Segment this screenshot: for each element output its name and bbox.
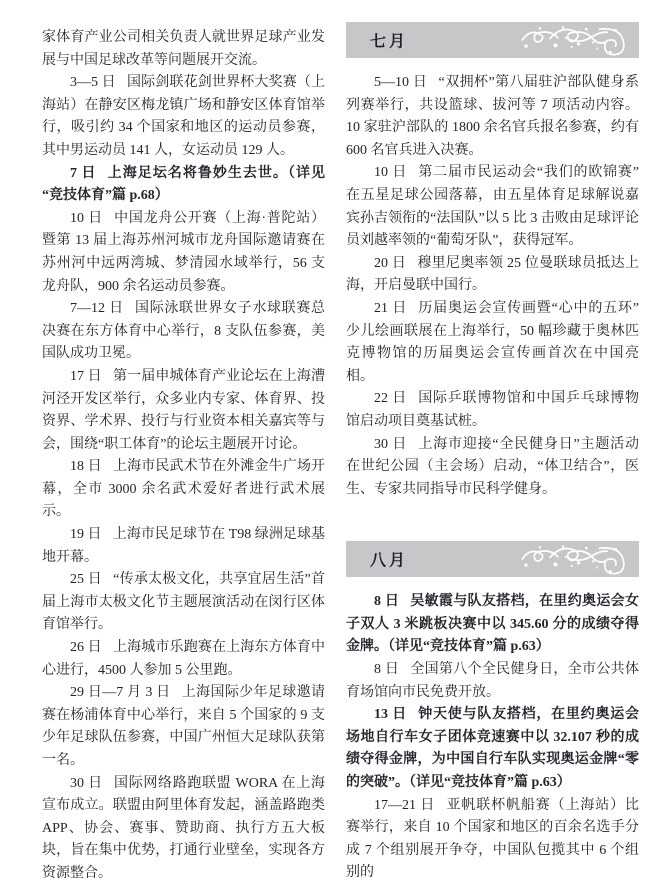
chronicle-entry: 30 日 国际网络路跑联盟 WORA 在上海宣布成立。联盟由阿里体育发起，涵盖路跑类 APP、协会、赛事、赞助商、执行方五大板块，旨在集中优势，打通行业壁垒，实现各方资源整合。	[42, 775, 326, 881]
chronicle-entry: 10 日 第二届市民运动会“我们的欧锦赛”在五星足球公园落幕，由五星体育足球解说嘉宾孙吉领衔的“法国队”以 5 比 3 击败由足球评论员刘越率领的“葡萄牙队”，获得冠军。	[346, 165, 639, 249]
chronicle-entry: 26 日 上海城市乐跑赛在上海东方体育中心进行，4500 人参加 5 公里跑。	[42, 640, 326, 678]
july-entries	[346, 72, 639, 501]
entry-date: 17 日	[70, 368, 102, 384]
entry-date: 20 日	[374, 255, 407, 271]
entry-date: 29 日—7 月 3 日	[70, 685, 171, 701]
entry-date: 22 日	[374, 391, 408, 407]
entry-date: 13 日	[374, 707, 408, 723]
entry-date: 17—21 日	[374, 797, 436, 813]
chronicle-entry: 29 日—7 月 3 日 上海国际少年足球邀请赛在杨浦体育中心举行，来自 5 个国家的 9 支少年足球队伍参赛，中国广州恒大足球队获第一名。	[42, 685, 326, 768]
month-title-july: 七月	[370, 33, 409, 51]
entry-date: 3—5 日	[70, 75, 116, 91]
continuation-paragraph: 家体育产业公司相关负责人就世界足球产业发展与中国足球改革等问题展开交流。	[42, 30, 325, 68]
chronicle-entry: 3—5 日 国际剑联花剑世界杯大奖赛（上海站）在静安区梅龙镇广场和静安区体育馆举行，吸引约 34 个国家和地区的运动员参赛，其中男运动员 141 人，女运动员 129 人。	[42, 75, 326, 158]
entry-date: 7 日	[70, 165, 97, 181]
month-banner-august	[346, 541, 639, 577]
chronicle-entry: 25 日 “传承太极文化，共享宜居生活”首届上海市太极文化节主题展演活动在闵行区体育馆举行。	[42, 572, 326, 633]
august-entries	[346, 591, 639, 885]
month-banner-july	[346, 22, 639, 58]
chronicle-entry: 17—21 日 亚帆联杯帆船赛（上海站）比赛举行，来自 10 个国家和地区的百余名选手分成 7 个组别展开争夺，中国队包揽其中 6 个组别的	[346, 797, 640, 881]
flourish-ornament-icon	[485, 23, 635, 57]
entry-date: 5—10 日	[374, 75, 428, 90]
chronicle-entry: 20 日 穆里尼奥率领 25 位曼联球员抵达上海，开启曼联中国行。	[346, 255, 639, 294]
entry-date: 25 日	[70, 572, 102, 588]
chronicle-entry: 7—12 日 国际泳联世界女子水球联赛总决赛在东方体育中心举行，8 支队伍参赛，美国队成功卫冕。	[42, 301, 326, 362]
entry-date: 10 日	[374, 165, 408, 181]
chronicle-entry: 13 日 钟天使与队友搭档，在里约奥运会场地自行车女子团体竞速赛中以 32.107 秒的成绩夺得金牌，为中国自行车队实现奥运金牌“零的突破”。（详见“竞技体育”篇 p.63）	[346, 707, 640, 791]
flourish-ornament-icon	[485, 542, 635, 576]
left-column	[42, 27, 325, 886]
entry-date: 21 日	[374, 300, 408, 316]
entry-date: 7—12 日	[70, 301, 124, 317]
chronicle-entry: 8 日 全国第八个全民健身日，全市公共体育场馆向市民免费开放。	[346, 662, 639, 700]
chronicle-entry: 5—10 日 “双拥杯”第八届驻沪部队健身系列赛举行，共设篮球、拔河等 7 项活动内容。10 家驻沪部队的 1800 余名官兵报名参赛，约有 600 名官兵进入决赛。	[346, 75, 639, 158]
entry-date: 8 日	[374, 594, 400, 610]
entry-date: 30 日	[70, 775, 103, 791]
chronicle-entry: 18 日 上海市民武术节在外滩金牛广场开幕，全市 3000 余名武术爱好者进行武术展示。	[42, 459, 326, 520]
entry-date: 19 日	[70, 527, 102, 543]
entry-date: 10 日	[70, 210, 103, 226]
month-title-august: 八月	[370, 552, 409, 570]
entry-date: 18 日	[70, 459, 102, 475]
chronicle-entry: 7 日 上海足坛名将鲁妙生去世。（详见“竞技体育”篇 p.68）	[42, 165, 326, 204]
entry-date: 30 日	[374, 436, 408, 452]
chronicle-entry: 17 日 第一届申城体育产业论坛在上海漕河泾开发区举行，众多业内专家、体育界、投资界、学术界、投行与行业资本相关嘉宾等与会，围绕“职工体育”的论坛主题展开讨论。	[42, 368, 326, 452]
chronicle-entry: 19 日 上海市民足球节在 T98 绿洲足球基地开幕。	[42, 527, 325, 565]
entry-date: 26 日	[70, 640, 102, 656]
chronicle-entry: 22 日 国际乒联博物馆和中国乒乓球博物馆启动项目奠基试桩。	[346, 391, 640, 429]
chronicle-entry: 10 日 中国龙舟公开赛（上海·普陀站）暨第 13 届上海苏州河城市龙舟国际邀请赛在苏州河中远两湾城、梦清园水域举行，56 支龙舟队，900 余名运动员参赛。	[42, 210, 326, 294]
entry-date: 8 日	[374, 662, 400, 678]
right-column	[346, 22, 639, 885]
chronicle-entry: 30 日 上海市迎接“全民健身日”主题活动在世纪公园（主会场）启动，“体卫结合”，医生、专家共同指导市民科学健身。	[346, 436, 639, 497]
june-entries	[42, 27, 325, 886]
chronicle-entry: 8 日 吴敏霞与队友搭档，在里约奥运会女子双人 3 米跳板决赛中以 345.60 分的成绩夺得金牌。（详见“竞技体育”篇 p.63）	[346, 594, 639, 655]
chronicle-entry: 21 日 历届奥运会宣传画暨“心中的五环”少儿绘画联展在上海举行，50 幅珍藏于奥林匹克博物馆的历届奥运会宣传画首次在中国亮相。	[346, 300, 639, 384]
